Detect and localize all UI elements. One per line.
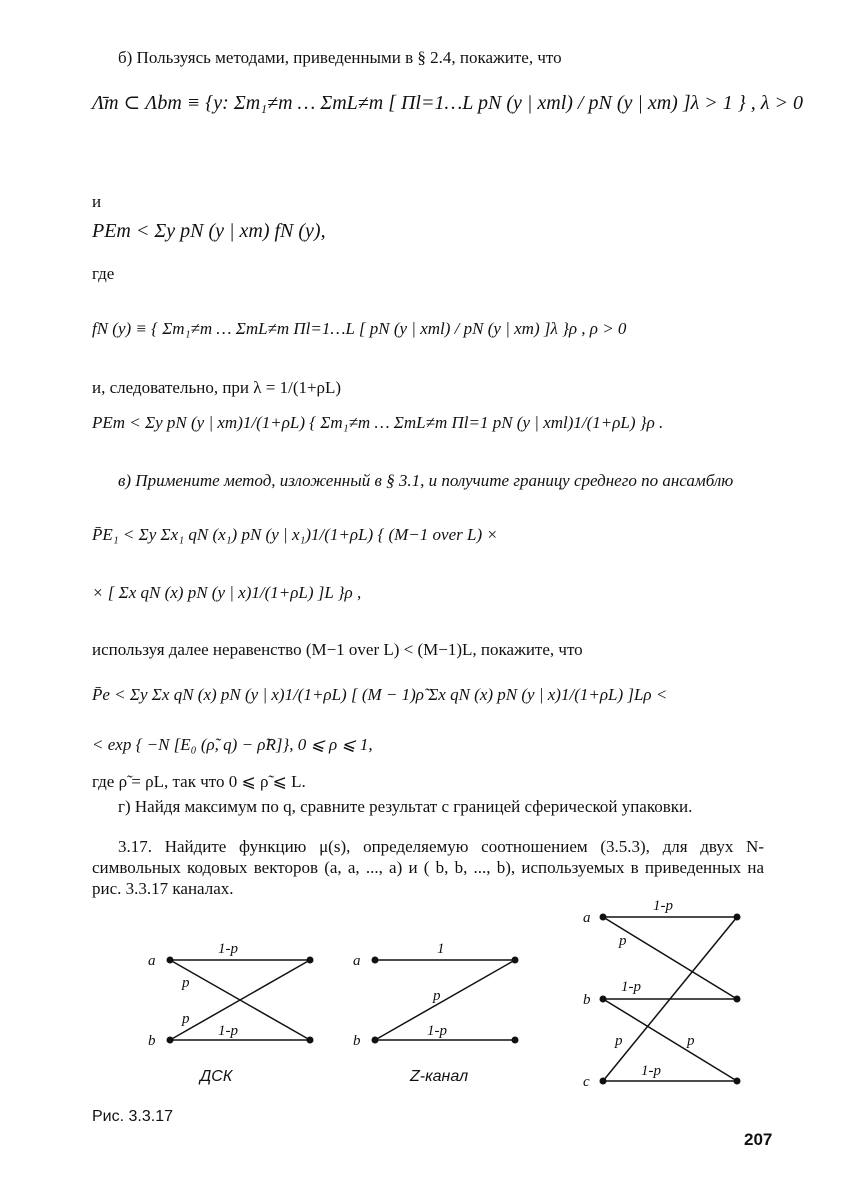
text-and-therefore: и, следовательно, при λ = 1/(1+ρL) — [92, 378, 342, 397]
formula-fn-definition: fN (y) ≡ { Σm₁≠m … ΣmL≠m Πl=1…L [ pN (y | xml) / pN (y | xm) ]λ }ρ , ρ > 0 — [92, 319, 627, 338]
bsc-input-b: b — [148, 1033, 156, 1049]
bsc-label-cross2: p — [182, 1011, 190, 1027]
ternary-input-a: a — [583, 910, 591, 926]
z-label-bottom: 1-p — [427, 1023, 447, 1039]
z-input-b: b — [353, 1033, 361, 1049]
conjunction-and: и — [92, 192, 102, 211]
ternary-input-b: b — [583, 992, 591, 1008]
ternary-label-cc: 1-p — [641, 1063, 661, 1079]
word-where: где — [92, 264, 115, 283]
formula-ensemble-bound: P̄E₁ < Σy Σx₁ qN (x₁) pN (y | x₁)1/(1+ρL) { (M−1 over L) × — [92, 525, 498, 544]
z-input-a: a — [353, 953, 361, 969]
ternary-label-cp: p — [615, 1033, 623, 1049]
text-using-inequality: используя далее неравенство (M−1 over L) < (M−1)L, покажите, что — [92, 640, 583, 659]
ternary-label-bp: p — [687, 1033, 695, 1049]
figure-bsc — [140, 935, 325, 1075]
formula-ensemble-bound-cont: × [ Σx qN (x) pN (y | x)1/(1+ρL) ]L }ρ , — [92, 583, 362, 602]
figure-z-channel — [345, 935, 530, 1075]
formula-lambda-region: Λ̄m ⊂ Λbm ≡ {y: Σm₁≠m … ΣmL≠m [ Πl=1…L pN (y | xml) / pN (y | xm) ]λ > 1 } , λ > 0 — [92, 92, 803, 114]
bsc-label-top: 1-p — [218, 941, 238, 957]
bsc-label-cross1: p — [182, 975, 190, 991]
z-label-top: 1 — [437, 941, 445, 957]
bsc-input-a: a — [148, 953, 156, 969]
z-label-cross: p — [433, 988, 441, 1004]
formula-average-error: P̄e < Σy Σx qN (x) pN (y | x)1/(1+ρL) [ (M − 1)ρ̃ Σx qN (x) pN (y | x)1/(1+ρL) ]Lρ < — [92, 685, 668, 704]
ternary-label-bb: 1-p — [621, 979, 641, 995]
bsc-caption: ДСК — [200, 1068, 233, 1085]
formula-error-bound-lambda: PEm < Σy pN (y | xm)1/(1+ρL) { Σm₁≠m … ΣmL≠m Πl=1 pN (y | xml)1/(1+ρL) }ρ . — [92, 413, 664, 432]
item-v: в) Примените метод, изложенный в § 3.1, и получите границу среднего по ансамблю — [118, 471, 734, 490]
ternary-input-c: c — [583, 1074, 590, 1090]
item-b-intro: б) Пользуясь методами, приведенными в § 2.4, покажите, что — [118, 48, 562, 67]
text-rho-tilde: где ρ̃ = ρL, так что 0 ⩽ ρ̃ ⩽ L. — [92, 772, 306, 791]
formula-error-bound: PEm < Σy pN (y | xm) fN (y), — [92, 220, 326, 242]
bsc-label-bottom: 1-p — [218, 1023, 238, 1039]
z-caption: Z-канал — [410, 1068, 469, 1085]
figure-ternary-channel — [575, 895, 755, 1095]
page-number: 207 — [744, 1130, 773, 1149]
formula-exp-bound: < exp { −N [E₀ (ρ̃, q) − ρ̃R]}, 0 ⩽ ρ ⩽ 1, — [92, 735, 373, 754]
figure-caption: Рис. 3.3.17 — [92, 1108, 173, 1125]
ternary-label-ap: p — [619, 933, 627, 949]
problem-3-17: 3.17. Найдите функцию μ(s), определяемую соотношением (3.5.3), для двух N-символьных кодовых векторов (a, a, ..., a) и ( b, b, ..., b), используемых в приведенных на рис. 3.3.17 каналах. — [92, 837, 764, 898]
item-g: г) Найдя максимум по q, сравните результат с границей сферической упаковки. — [118, 797, 693, 816]
ternary-label-ab: 1-p — [653, 898, 673, 914]
